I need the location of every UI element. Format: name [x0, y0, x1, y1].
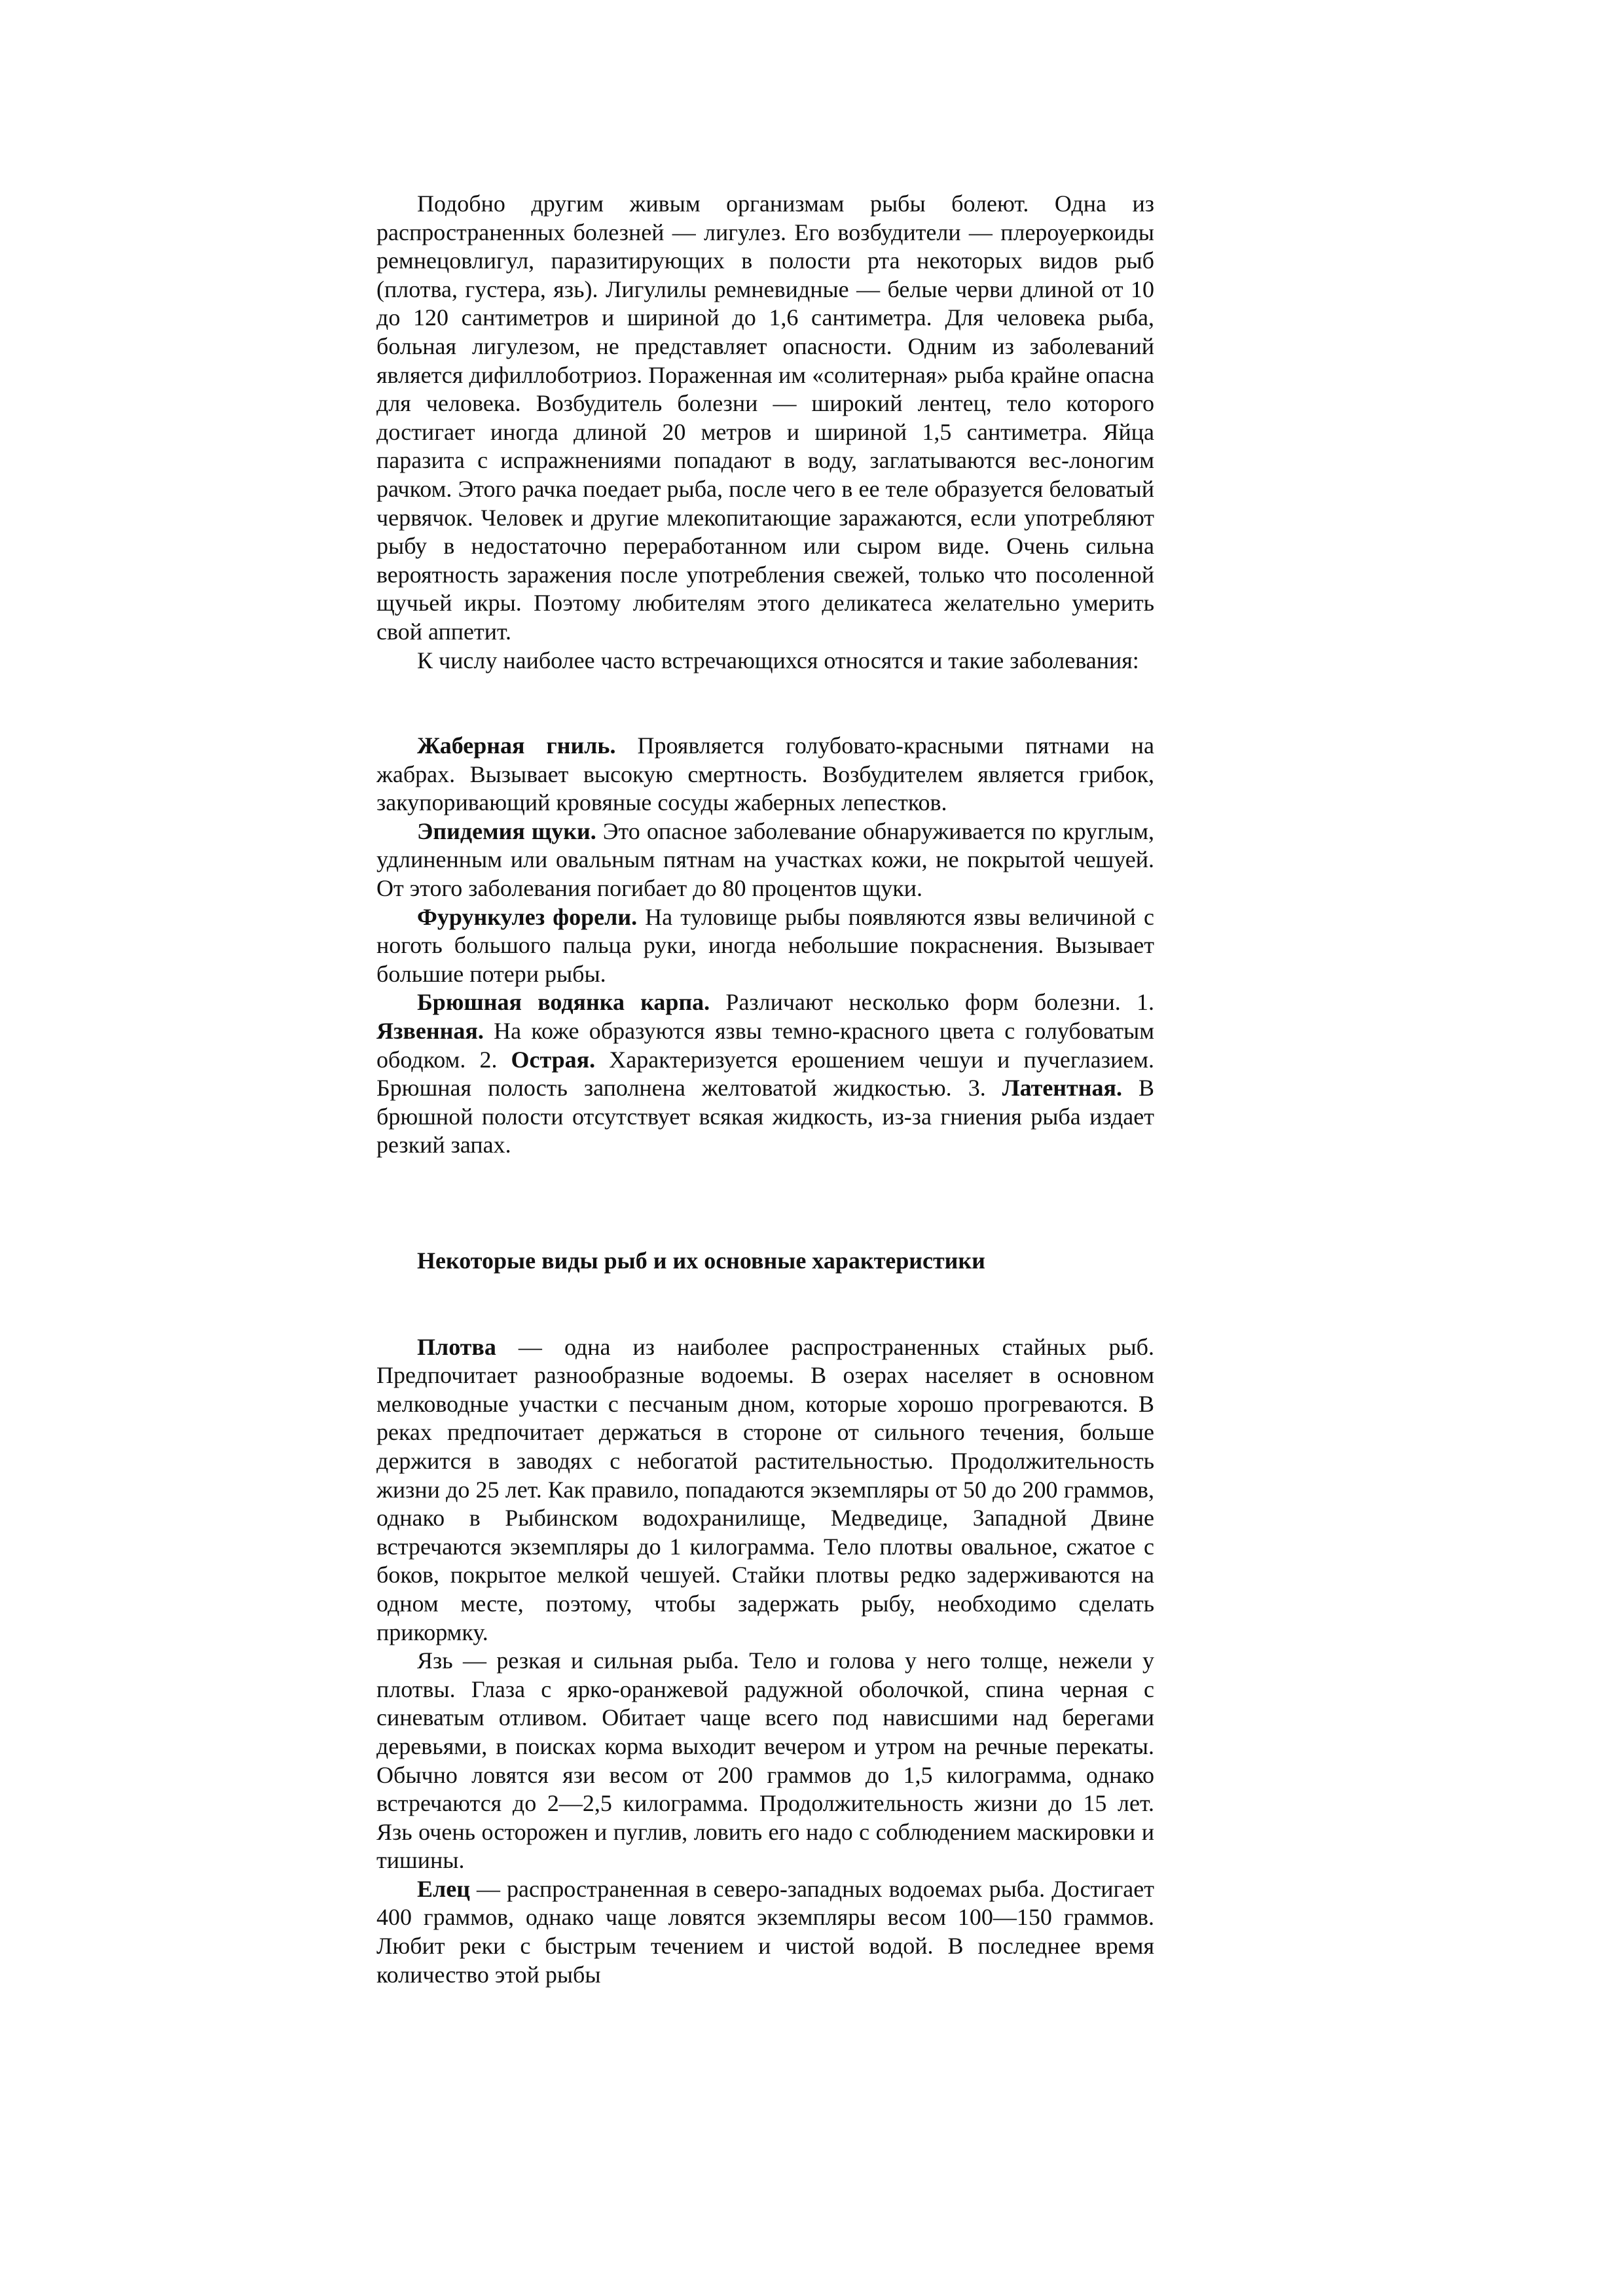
disease-paragraph-trout-furunculosis — [376, 903, 1154, 989]
fish-text: — одна из наиболее распространенных стайных рыб. Предпочитает разнообразные водоемы. В озерах населяет в основном мелководные участки с песчаным дном, которые хорошо прогреваются. В реках предпочитает держаться в стороне от сильного течения, больше держится в заводях с небогатой растительностью. Продолжительность жизни до 25 лет. Как правило, попадаются экземпляры от 50 до 200 граммов, однако в Рыбинском водохранилище, Медведице, Западной Двине встречаются экземпляры до 1 килограмма. Тело плотвы овальное, сжатое с боков, покрытое мелкой чешуей. Стайки плотвы редко задерживаются на одном месте, поэтому, чтобы задержать рыбу, необходимо сделать прикормку. — [376, 1333, 1154, 1645]
disease-term: Эпидемия щуки. — [417, 817, 596, 844]
disease-text: Это опасное заболевание обнаруживается по круглым, удлиненным или овальным пятнам на участках кожи, не покрытой чешуей. От этого заболевания погибает до 80 процентов щуки. — [376, 817, 1154, 902]
disease-paragraph-carp-dropsy — [376, 988, 1154, 1160]
fish-text: — распространенная в северо-западных водоемах рыба. Достигает 400 граммов, однако чаще ловятся экземпляры весом 100—150 граммов. Любит реки с быстрым течением и чистой водой. В последнее время количество этой рыбы — [376, 1875, 1154, 1988]
disease-paragraph-pike-epidemic — [376, 817, 1154, 903]
disease-text: На коже образуются язвы темно-красного цвета с голубоватым ободком. 2. — [376, 1018, 1154, 1073]
disease-text: На туловище рыбы появляются язвы величиной с ноготь большого пальца руки, иногда небольшие покраснения. Вызывает большие потери рыбы. — [376, 903, 1154, 987]
disease-form-term: Латентная. — [1002, 1075, 1122, 1102]
fish-paragraph-dace — [376, 1875, 1154, 1989]
intro-paragraph-diseases-lead: К числу наиболее часто встречающихся относятся и такие заболевания: — [417, 647, 1139, 673]
section-heading: Некоторые виды рыб и их основные характеристики — [417, 1247, 985, 1274]
fish-term: Плотва — [417, 1333, 496, 1360]
disease-term: Жаберная гниль. — [417, 732, 616, 759]
disease-term: Фурункулез форели. — [417, 903, 638, 930]
disease-form-term: Острая. — [511, 1046, 596, 1073]
disease-term: Брюшная водянка карпа. — [417, 989, 710, 1016]
disease-text: Различают несколько форм болезни. 1. — [710, 989, 1154, 1016]
intro-paragraph: Подобно другим живым организмам рыбы болеют. Одна из распространенных болезней — лигулез. Его возбудители — плероуеркоиды ремнецовлигул, паразитирующих в полости рта некоторых видов рыб (плотва, густера, язь). Лигулилы ремневидные — белые черви длиной от 10 до 120 сантиметров и шириной до 1,6 сантиметра. Для человека рыба, больная лигулезом, не представляет опасности. Одним из заболеваний является дифиллоботриоз. Пораженная им «солитерная» рыба крайне опасна для человека. Возбудитель болезни — широкий лентец, тело которого достигает иногда длиной 20 метров и шириной 1,5 сантиметра. Яйца паразита с испражнениями попадают в воду, заглатываются вес-лоногим рачком. Этого рачка поедает рыба, после чего в ее теле образуется беловатый червячок. Человек и другие млекопитающие заражаются, если употребляют рыбу в недостаточно переработанном или сыром виде. Очень сильна вероятность заражения после употребления свежей, только что посоленной щучьей икры. Поэтому любителям этого деликатеса желательно умерить свой аппетит. — [376, 190, 1154, 645]
disease-form-term: Язвенная. — [376, 1018, 484, 1045]
fish-text: Язь — резкая и сильная рыба. Тело и голова у него толще, нежели у плотвы. Глаза с ярко-оранжевой радужной оболочкой, спина черная с синеватым отливом. Обитает чаще всего под нависшими над берегами деревьями, в поисках корма выходит вечером и утром на речные перекаты. Обычно ловятся язи весом от 200 граммов до 1,5 килограмма, однако встречаются до 2—2,5 килограмма. Продолжительность жизни до 15 лет. Язь очень осторожен и пуглив, ловить его надо с соблюдением маскировки и тишины. — [376, 1647, 1154, 1874]
disease-paragraph-gill-rot — [376, 732, 1154, 817]
disease-text: В брюшной полости отсутствует всякая жидкость, из-за гниения рыба издает резкий запах. — [376, 1075, 1154, 1158]
disease-text: Проявляется голубовато-красными пятнами на жабрах. Вызывает высокую смертность. Возбудителем является грибок, закупоривающий кровяные сосуды жаберных лепестков. — [376, 732, 1154, 816]
disease-text: Характеризуется ерошением чешуи и пучеглазием. Брюшная полость заполнена желтоватой жидкостью. 3. — [376, 1046, 1155, 1102]
fish-paragraph-ide — [376, 1647, 1154, 1875]
fish-paragraph-roach — [376, 1333, 1154, 1647]
fish-term: Елец — [417, 1875, 470, 1902]
document-page — [376, 190, 1154, 1989]
